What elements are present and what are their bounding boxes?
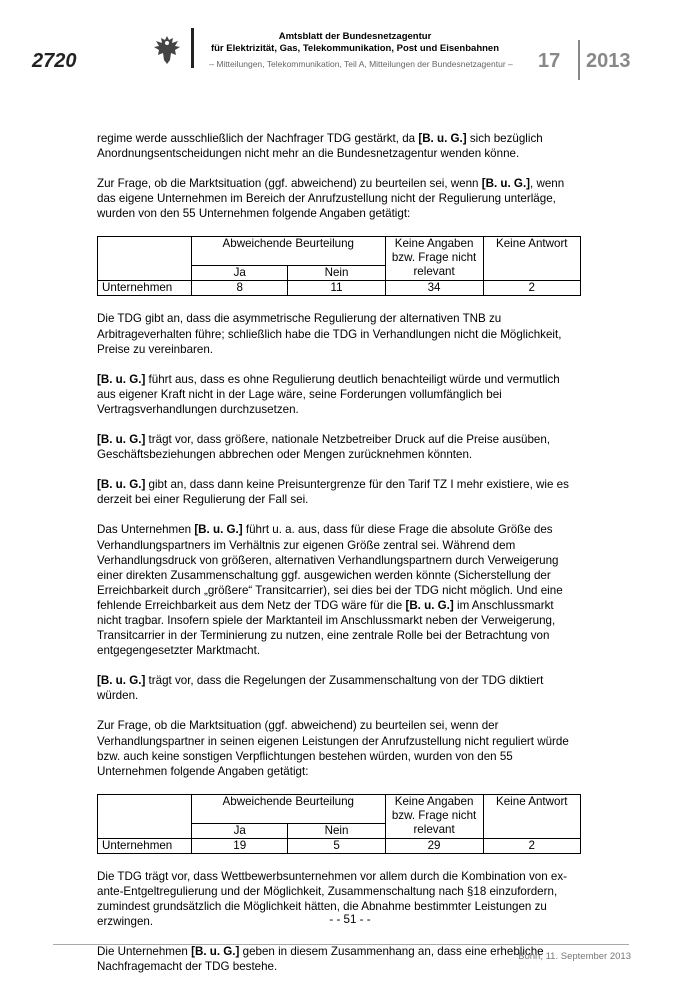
text: sich bezüglich Anordnungsentscheidungen nicht mehr an die Bundesnetzagentur wenden könne.: [97, 132, 543, 161]
redaction-mark: [B. u. G.]: [97, 433, 146, 447]
table-corner: [98, 237, 192, 281]
paragraph: [97, 522, 579, 658]
table-row: [98, 838, 581, 853]
text: trägt vor, dass die Regelungen der Zusammenschaltung von der TDG diktiert würden.: [97, 674, 544, 703]
paragraph: Die TDG gibt an, dass die asymmetrische Regulierung der alternativen TNB zu Arbitrageverhalten führe; schließlich habe die TDG in Verhandlungen nicht die Möglichkeit, Preise zu vereinbaren.: [97, 312, 562, 356]
survey-table-1: [97, 236, 581, 296]
redaction-mark: [B. u. G.]: [97, 674, 146, 688]
footer-page-label: - - 51 - -: [329, 913, 371, 926]
footer-divider: [53, 944, 629, 945]
header-divider: [191, 28, 194, 68]
redaction-mark: [B. u. G.]: [418, 132, 467, 145]
col-nein-header: Nein: [288, 823, 385, 838]
journal-title-line1: Amtsblatt der Bundesnetzagentur: [278, 31, 432, 42]
page-number: 2720: [32, 50, 77, 72]
paragraph: [97, 131, 579, 161]
federal-eagle-icon: [152, 34, 182, 66]
text: trägt vor, dass größere, nationale Netzbetreiber Druck auf die Preise ausüben, Geschäftsbeziehungen abbrechen oder Mengen zurücknehmen könnten.: [97, 433, 551, 462]
redaction-mark: [B. u. G.]: [97, 372, 146, 386]
cell-keine: 29: [385, 838, 483, 853]
issue-year: 2013: [586, 50, 631, 72]
col-ja-header: Ja: [191, 823, 288, 838]
cell-ja: 8: [191, 281, 288, 296]
cell-keine: 34: [385, 281, 483, 296]
cell-antwort: 2: [483, 281, 580, 296]
row-label: Unternehmen: [98, 838, 192, 853]
col-antwort-header: Keine Antwort: [483, 794, 580, 838]
text: geben in diesem Zusammenhang an, dass eine erhebliche Nachfragemacht der TDG bestehe.: [97, 945, 544, 974]
page-body: [97, 131, 579, 989]
paragraph: [97, 372, 579, 417]
paragraph: Zur Frage, ob die Marktsituation (ggf. abweichend) zu beurteilen sei, wenn der Verhandlungspartner in seinen eigenen Leistungen der Anrufzustellung nicht reguliert würde bzw. auch keine sonstigen Verpflichtungen bestehen würden, wurden von den 55 Unternehmen folgende Angaben getätigt:: [97, 719, 569, 778]
cell-ja: 19: [191, 838, 288, 853]
text: führt aus, dass es ohne Regulierung deutlich benachteiligt würde und vermutlich aus eigener Kraft nicht in der Lage wäre, seine Forderungen vollumfänglich bei Vertragsverhandlungen durchzusetzen.: [97, 372, 560, 416]
journal-subtitle: – Mitteilungen, Telekommunikation, Teil A, Mitteilungen der Bundesnetzagentur –: [209, 59, 513, 69]
text: im Anschlussmarkt nicht tragbar. Insofern spiele der Marktanteil im Anschlussmarkt neben der Verweigerung, Transitcarrier in der Terminierung zu nutzen, eine zentrale Rolle bei der Betrachtung von entgegengesetzter Marktmacht.: [97, 598, 556, 658]
text: , wenn das eigene Unternehmen im Bereich der Anrufzustellung nicht der Regulierung unterläge, wurden von den 55 Unternehmen folgende Angaben getätigt:: [97, 177, 565, 221]
row-label: Unternehmen: [98, 281, 192, 296]
text: Zur Frage, ob die Marktsituation (ggf. abweichend) zu beurteilen sei, wenn: [97, 177, 482, 191]
col-ja-header: Ja: [191, 266, 288, 281]
issue-number: 17: [538, 50, 561, 72]
col-keine-header: Keine Angaben bzw. Frage nicht relevant: [385, 794, 483, 838]
col-group-header: Abweichende Beurteilung: [191, 237, 385, 266]
text: führt u. a. aus, dass für diese Frage die absolute Größe des Verhandlungspartners im Verhältnis zur eigenen Größe zentral sei. Während dem Verhandlungsdruck von größeren, alternativen Verhandlungspartnern durch Verweigerung einer direkten Zusammenschaltung ggf. ausgewichen werden könnte (Sicherstellung der Erreichbarkeit durch „größere“ Transitcarrier), sei dies bei der TDG nicht möglich. Und eine fehlende Erreichbarkeit aus dem Netz der TDG wäre für die: [97, 523, 563, 612]
text: Die Unternehmen: [97, 945, 192, 959]
col-antwort-header: Keine Antwort: [483, 237, 580, 281]
text: Das Unternehmen: [97, 523, 195, 537]
redaction-mark: [B. u. G.]: [194, 523, 243, 537]
paragraph: [97, 944, 579, 974]
text: regime werde ausschließlich der Nachfrager TDG gestärkt, da: [97, 132, 419, 145]
cell-nein: 11: [288, 281, 385, 296]
redaction-mark: [B. u. G.]: [191, 945, 240, 959]
col-nein-header: Nein: [288, 266, 385, 281]
table-row: [98, 281, 581, 296]
redaction-mark: [B. u. G.]: [405, 598, 454, 612]
paragraph: [97, 673, 579, 703]
cell-nein: 5: [288, 838, 385, 853]
paragraph: Die TDG trägt vor, dass Wettbewerbsunternehmen vor allem durch die Kombination von ex-ante-Entgeltregulierung und der Möglichkeit, Zusammenschaltung nach §18 einzufordern, zumindest grundsätzlich die Möglichkeit hätten, die Abnahme bestimmter Leistungen zu erzwingen.: [97, 869, 567, 929]
col-group-header: Abweichende Beurteilung: [191, 794, 385, 823]
redaction-mark: [B. u. G.]: [97, 478, 146, 492]
table-corner: [98, 794, 192, 838]
survey-table-2: [97, 794, 581, 854]
journal-title: [200, 31, 510, 55]
col-keine-header: Keine Angaben bzw. Frage nicht relevant: [385, 237, 483, 281]
footer-date: Bonn, 11. September 2013: [518, 951, 631, 962]
paragraph: [97, 477, 579, 507]
paragraph: [97, 432, 579, 462]
text: gibt an, dass dann keine Preisuntergrenze für den Tarif TZ I mehr existiere, wie es derzeit bei einer Regulierung der Fall sei.: [97, 478, 569, 507]
issue-divider: [578, 40, 580, 80]
paragraph: [97, 176, 579, 221]
journal-title-line2: für Elektrizität, Gas, Telekommunikation, Post und Eisenbahnen: [210, 43, 500, 54]
redaction-mark: [B. u. G.]: [481, 177, 531, 191]
cell-antwort: 2: [483, 838, 580, 853]
